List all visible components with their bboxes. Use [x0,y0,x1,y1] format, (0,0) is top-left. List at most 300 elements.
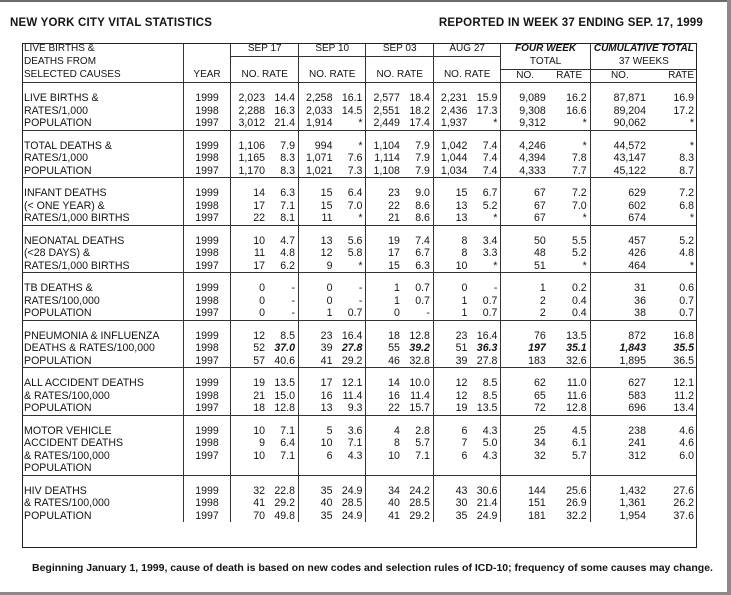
week-rate-cell: 29.2 [335,355,365,368]
week-rate-cell: 30.6 [470,485,500,498]
week-number-cell: 16 [388,389,400,402]
no-rate-header-4: NO. RATE [433,69,500,83]
year-cell: 1997 [183,260,231,273]
week-number-cell: 30 [455,497,468,509]
week-rate-cell: 6.3 [268,187,298,200]
week-number-cell: 35 [320,509,333,522]
cumulative-number-cell: 583 [628,389,646,402]
four-week-number-cell: 67 [534,187,546,199]
week-number-cell: 46 [366,355,403,368]
table-row [22,212,697,225]
week-number-cell: 51 [455,342,468,354]
week-number-cell: 23 [455,329,468,342]
cause-label: RATES/1,000 [22,105,183,118]
week-number-cell: 2,023 [238,92,265,104]
week-rate-cell: 4.3 [335,450,365,463]
four-week-rate-cell: 7.7 [549,165,590,178]
four-week-number-cell: 4,394 [519,152,546,164]
week-rate-cell: 3.4 [470,235,500,248]
week-number-cell: 1,071 [305,152,333,164]
week-rate-cell: 29.2 [403,510,433,523]
week-rate-cell: 4.8 [268,247,298,260]
week-number-cell: 17 [320,377,333,389]
four-week-number-cell: 4,246 [519,139,546,152]
week-number-cell: 8 [461,247,468,259]
cumulative-rate-cell: 8.3 [679,152,694,164]
week-rate-cell: 16.4 [470,330,500,343]
group-spacer [22,130,697,140]
table-row [22,485,697,498]
cumulative-rate-cell: 17.2 [673,104,694,117]
week-number-cell: 23 [320,329,333,342]
cumulative-rate-cell: 16.9 [673,92,694,104]
cumulative-number-cell: 464 [590,260,649,273]
week-number-cell: 1,044 [440,152,468,164]
no-rate-header-1: NO. RATE [231,69,298,83]
week-rate-cell: 7.1 [268,450,298,463]
table-row [22,295,697,308]
week-number-cell: 14 [388,377,400,389]
week-rate-cell: 7.9 [403,165,433,178]
week-rate-cell: 29.2 [268,497,298,510]
cumulative-rate-cell: * [689,139,694,152]
week-number-cell: 2,551 [373,104,400,117]
week-rate-cell: 5.2 [470,200,500,213]
week-rate-cell: 14.4 [268,92,298,105]
cumulative-number-cell [590,462,649,475]
header-row-2 [22,56,697,69]
week-rate-cell: 21.4 [470,497,500,510]
week-number-cell: 12 [320,247,333,259]
week-number-cell [366,462,403,475]
week-number-cell: 21 [253,389,265,402]
week-rate-cell: 17.3 [470,105,500,118]
week-number-cell: 55 [388,342,400,354]
cumulative-rate-cell: 5.2 [679,234,694,247]
four-week-number-cell: 151 [528,497,546,509]
week-number-cell: 2,033 [305,104,333,117]
week-number-cell: 15 [366,260,403,273]
group-spacer [22,178,697,188]
week-rate-cell: 28.5 [335,497,365,510]
week-rate-cell: 27.8 [335,342,365,355]
week-rate-cell: 24.9 [470,510,500,523]
week-rate-cell: 16.4 [335,330,365,343]
week-number-cell: 15 [455,187,468,199]
table-row [22,450,697,463]
week-number-cell: 10 [320,437,333,449]
cumulative-number-cell: 312 [628,449,646,462]
week-rate-cell: - [470,282,500,295]
week-rate-cell: 0.7 [470,307,500,320]
week-rate-cell: 0.7 [403,282,433,295]
cumulative-number-cell: 90,062 [590,117,649,130]
week-number-cell: 19 [433,402,470,415]
week-rate-cell: * [335,260,365,273]
four-week-number-cell: 65 [534,389,546,402]
week-rate-cell: 3.6 [335,425,365,438]
week-number-cell: 9 [259,437,265,449]
week-number-cell: 1,165 [238,152,265,164]
week-rate-cell: 2.8 [403,425,433,438]
four-week-rate-cell: 0.4 [549,307,590,320]
week-number-cell: 18 [231,402,268,415]
week-rate-cell: 32.8 [403,355,433,368]
four-week-number-cell: 1 [539,282,546,294]
week-number-cell: 43 [455,484,468,497]
year-cell: 1998 [183,200,231,213]
table-row [22,497,697,510]
four-week-number-cell: 51 [501,260,549,273]
four-week-rate-cell: 13.5 [549,330,590,343]
four-week-number-cell: 2 [539,294,546,307]
four-week-rate-cell: 32.2 [549,510,590,523]
cumulative-number-cell: 44,572 [613,139,646,152]
week-rate-cell: - [403,307,433,320]
four-week-number-cell: 183 [501,355,549,368]
week-number-cell: 8 [461,234,468,247]
cumulative-rate-cell: 6.8 [679,199,694,212]
table-row [22,390,697,403]
week-number-cell: 22 [231,212,268,225]
cumulative-rate-cell: 4.6 [679,437,694,449]
cumulative-number-cell: 1,843 [619,342,646,354]
week-number-cell: 0 [461,282,468,294]
week-rate-cell: 6.7 [403,247,433,260]
week-number-cell: 2,231 [440,92,468,104]
week-number-cell: 23 [388,187,400,199]
cumulative-rate-cell: * [649,260,697,273]
four-week-rate-cell: 16.2 [549,92,590,105]
week-number-cell: 1,021 [298,165,335,178]
year-cell: 1999 [183,377,231,390]
week-rate-cell: 24.2 [403,485,433,498]
cumulative-rate-cell: 16.8 [673,329,694,342]
year-cell: 1999 [183,187,231,200]
four-week-rate-cell: 12.8 [549,402,590,415]
week-number-cell: 12 [455,377,468,389]
week-rate-cell: 15.9 [470,92,500,105]
cumulative-number-cell: 696 [590,402,649,415]
table-row [22,140,697,153]
cause-label: POPULATION [22,355,183,368]
week-number-cell: 16 [320,389,333,402]
cumulative-number-cell: 1,895 [590,355,649,368]
week-rate-cell: 40.6 [268,355,298,368]
four-week-rate-cell: 0.4 [549,295,590,308]
year-cell: 1999 [183,485,231,498]
week-number-cell: 70 [253,509,265,522]
four-week-rate-cell: 35.1 [549,342,590,355]
cumulative-number-cell: 627 [628,377,646,389]
cumulative-number-cell: 31 [634,282,646,294]
four-week-number-cell: 72 [501,402,549,415]
four-week-header: FOUR WEEK [501,43,590,56]
week-number-cell: 21 [366,212,403,225]
week-rate-cell: 6.4 [335,187,365,200]
week-number-cell: 52 [253,342,265,354]
four-week-rate-cell: 5.5 [549,235,590,248]
no-rate-header-3: NO. RATE [366,69,433,83]
year-cell: 1997 [183,450,231,463]
week-number-cell: 1 [433,307,470,320]
cumulative-rate-cell: 8.7 [649,165,697,178]
week-rate-cell: 8.5 [470,390,500,403]
week-rate-cell: 9.0 [403,187,433,200]
week-rate-cell: 12.8 [268,402,298,415]
cumulative-rate-cell: * [649,117,697,130]
four-week-number-cell: 181 [528,509,546,522]
cumulative-rate-header: RATE [649,69,697,83]
table-row [22,152,697,165]
cumulative-number-cell: 38 [590,307,649,320]
week-number-cell: 11 [253,247,265,259]
week-rate-cell: - [335,295,365,308]
week-rate-cell: 13.5 [470,402,500,415]
week-number-cell: 1 [298,307,335,320]
week-number-cell: 13 [455,199,468,212]
cumulative-subheader: 37 WEEKS [590,56,697,69]
week-number-cell: 35 [455,509,468,522]
four-week-number-cell [501,462,549,475]
cumulative-number-cell: 1,954 [619,509,646,522]
week-number-cell: 22 [388,199,400,212]
year-cell: 1998 [183,390,231,403]
week-rate-cell [268,462,298,475]
week-rate-cell: 7.4 [403,235,433,248]
week-header-4: AUG 27 [433,43,500,56]
week-rate-cell: 18.4 [403,92,433,105]
four-week-number-cell: 9,312 [501,117,549,130]
cumulative-number-cell: 1,432 [619,484,646,497]
week-number-cell: 1,108 [366,165,403,178]
four-week-rate-cell: 32.6 [549,355,590,368]
table-row [22,247,697,260]
four-week-rate-cell: * [549,117,590,130]
report-period: REPORTED IN WEEK 37 ENDING SEP. 17, 1999 [438,17,703,29]
cause-header-line-2: DEATHS FROM [22,56,183,69]
week-rate-cell: 15.0 [268,390,298,403]
week-number-cell: 9 [298,260,335,273]
table-row [22,342,697,355]
cumulative-number-cell: 674 [590,212,649,225]
week-number-cell: 17 [253,199,265,212]
week-rate-cell: 4.7 [268,235,298,248]
cumulative-number-cell: 36 [634,294,646,307]
week-rate-cell: 39.2 [403,342,433,355]
four-week-rate-cell: * [549,140,590,153]
page-title: NEW YORK CITY VITAL STATISTICS [10,17,213,29]
week-rate-cell: 8.1 [268,212,298,225]
week-number-cell: 1,104 [373,139,400,152]
cause-label: RATES/1,000 [22,152,183,165]
year-cell: 1997 [183,307,231,320]
week-rate-cell: 12.8 [403,330,433,343]
week-rate-cell: 8.3 [268,152,298,165]
four-week-number-cell: 144 [528,484,546,497]
week-number-cell: 10 [253,449,265,462]
week-rate-cell: * [470,260,500,273]
cumulative-rate-cell: 0.6 [679,282,694,294]
week-number-cell: 5 [326,424,333,437]
week-rate-cell: 21.4 [268,117,298,130]
year-cell: 1997 [183,355,231,368]
week-number-cell: 12 [455,389,468,402]
cause-label: & RATES/100,000 [22,450,183,463]
four-week-rate-cell: 7.0 [549,200,590,213]
week-number-cell: 1 [461,294,468,307]
week-number-cell: 41 [253,497,265,509]
four-week-number-cell: 67 [534,199,546,212]
cumulative-no-header: NO. [590,69,649,83]
week-rate-cell: 7.9 [403,152,433,165]
four-week-number-cell: 197 [528,342,546,354]
week-rate-cell: 8.6 [403,212,433,225]
week-number-cell: 7 [461,437,468,449]
week-rate-cell: 8.6 [403,200,433,213]
week-number-cell: 18 [388,329,400,342]
cumulative-number-cell: 872 [628,329,646,342]
year-cell: 1999 [183,282,231,295]
cumulative-number-cell: 241 [628,437,646,449]
week-rate-cell: 16.3 [268,105,298,118]
group-spacer [22,475,697,485]
cause-label: & RATES/100,000 [22,390,183,403]
cause-label: (<28 DAYS) & [22,247,183,260]
week-rate-cell: - [268,307,298,320]
week-number-cell: 40 [388,497,400,509]
cause-label: POPULATION [22,462,183,475]
week-rate-cell: 8.5 [470,377,500,390]
group-spacer [22,225,697,235]
week-rate-cell: 7.1 [268,200,298,213]
week-rate-cell: 27.8 [470,355,500,368]
week-number-cell: 39 [433,355,470,368]
cause-label: POPULATION [22,307,183,320]
week-number-cell: 12 [253,329,265,342]
week-number-cell: 1,170 [231,165,268,178]
week-number-cell: 19 [388,234,400,247]
cumulative-rate-cell: 37.6 [673,509,694,522]
header-row-3 [22,69,697,83]
cause-header-line-3: SELECTED CAUSES [22,69,183,83]
week-number-cell: 1,937 [433,117,470,130]
week-rate-cell: * [335,212,365,225]
week-rate-cell: 7.0 [335,200,365,213]
week-rate-cell: 7.4 [470,152,500,165]
week-rate-cell: 5.6 [335,235,365,248]
week-number-cell: 35 [320,484,333,497]
group-spacer [22,368,697,378]
year-cell: 1999 [183,235,231,248]
week-number-cell: 1,106 [238,139,265,152]
cause-label: DEATHS & RATES/100,000 [22,342,183,355]
table-row [22,355,697,368]
year-cell: 1997 [183,402,231,415]
cause-label: ALL ACCIDENT DEATHS [22,377,183,390]
week-number-cell [231,462,268,475]
week-rate-cell: 49.8 [268,510,298,523]
four-week-rate-cell: 16.6 [549,105,590,118]
year-cell: 1997 [183,212,231,225]
table-row [22,92,697,105]
four-week-number-cell: 67 [501,212,549,225]
table-row [22,165,697,178]
week-rate-cell: 0.7 [470,295,500,308]
cumulative-rate-cell: 0.7 [649,307,697,320]
year-cell: 1998 [183,342,231,355]
week-number-cell: 1,034 [433,165,470,178]
table-row [22,105,697,118]
week-number-cell: 17 [231,260,268,273]
week-number-cell: 2,258 [305,92,333,104]
week-number-cell: 15 [320,199,333,212]
top-rule [0,0,731,2]
year-cell: 1999 [183,425,231,438]
week-rate-cell: 11.4 [403,390,433,403]
cumulative-rate-cell: 4.8 [679,247,694,259]
group-spacer [22,415,697,425]
four-week-number-cell: 48 [534,247,546,259]
week-rate-cell: 6.4 [268,437,298,450]
four-week-number-cell: 9,089 [519,92,546,104]
week-number-cell: 13 [320,234,333,247]
cumulative-rate-cell: 11.2 [674,389,694,402]
week-number-cell: 6 [326,449,333,462]
week-number-cell [298,462,335,475]
cumulative-rate-cell: 6.0 [679,449,694,462]
week-number-cell: 1,042 [440,139,468,152]
year-cell: 1999 [183,140,231,153]
week-rate-cell: 7.1 [268,425,298,438]
four-week-no-header: NO. [501,69,549,83]
cause-label: NEONATAL DEATHS [22,235,183,248]
four-week-rate-cell: 26.9 [549,497,590,510]
week-rate-cell: 15.7 [403,402,433,415]
week-number-cell: 14 [253,187,265,199]
week-rate-cell: 13.5 [268,377,298,390]
cumulative-rate-cell: 13.4 [649,402,697,415]
week-number-cell: 19 [253,377,265,389]
four-week-number-cell: 9,308 [519,104,546,117]
four-week-rate-cell: 0.2 [549,282,590,295]
footnote: Beginning January 1, 1999, cause of death is based on new codes and selection rules of ICD-10; frequency of some causes may change. [32,562,713,574]
week-rate-cell: 10.0 [403,377,433,390]
four-week-number-cell: 4,333 [501,165,549,178]
four-week-rate-cell: 6.1 [549,437,590,450]
cumulative-number-cell: 602 [628,199,646,212]
week-number-cell: 32 [253,484,265,497]
cumulative-rate-cell [649,462,697,475]
week-rate-cell: 17.4 [403,117,433,130]
four-week-rate-cell: 5.2 [549,247,590,260]
cause-label: POPULATION [22,402,183,415]
week-number-cell: 2,449 [366,117,403,130]
cumulative-number-cell: 45,122 [590,165,649,178]
cumulative-number-cell: 629 [628,187,646,199]
week-number-cell: 994 [314,139,333,152]
cause-label: TOTAL DEATHS & [22,140,183,153]
week-rate-cell: 7.9 [403,140,433,153]
week-number-cell: 0 [259,282,265,294]
week-number-cell: 22 [366,402,403,415]
cumulative-rate-cell: 35.5 [673,342,694,354]
cumulative-rate-cell: 4.6 [679,424,694,437]
group-spacer [22,320,697,330]
table-row [22,377,697,390]
four-week-number-cell: 34 [534,437,546,449]
table-row [22,425,697,438]
